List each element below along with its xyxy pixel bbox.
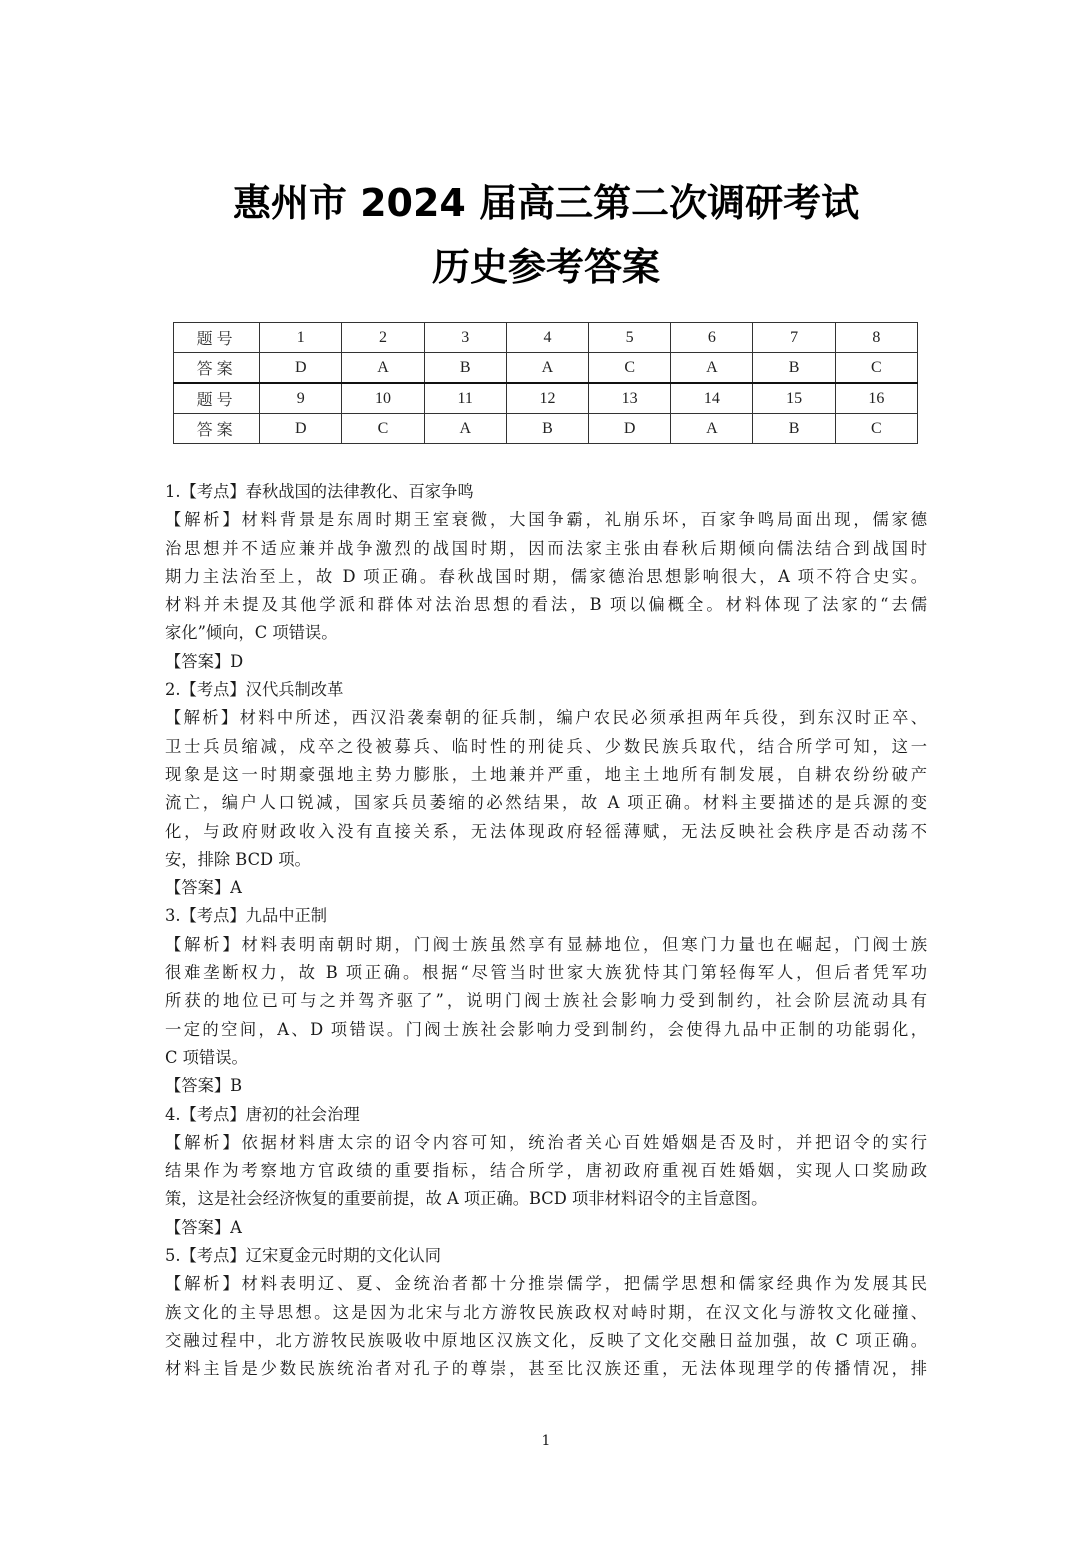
answer-line: 【答案】A [165,878,242,898]
analysis-line: 策，这是社会经济恢复的重要前提，故 A 项正确。BCD 项非材料诏令的主旨意图。 [165,1189,768,1209]
answer-cell: A [506,353,588,384]
topic-heading: 1.【考点】春秋战国的法律教化、百家争鸣 [165,482,474,501]
question-number-cell: 15 [753,383,835,414]
question-number-cell: 1 [260,323,342,353]
answer-cell: B [424,353,506,384]
analysis-line: 治思想并不适应兼并战争激烈的战国时期，因而法家主张由春秋后期倾向儒法结合到战国时 [165,538,927,558]
question-number-cell: 6 [671,323,753,353]
analysis-line: 很难垄断权力，故 B 项正确。根据“尽管当时世家大族犹恃其门第轻侮军人，但后者凭军功 [165,963,927,983]
question-number-row [174,323,918,353]
question-number-cell: 3 [424,323,506,353]
answer-cell: C [589,353,671,384]
answer-cell: B [753,414,835,444]
answer-cell: D [589,414,671,444]
analysis-line: 交融过程中，北方游牧民族吸收中原地区汉族文化，反映了文化交融日益加强，故 C 项正确。 [165,1330,927,1350]
analysis-line: 卫士兵员缩减，戍卒之役被募兵、临时性的刑徒兵、少数民族兵取代，结合所学可知，这一 [165,736,927,756]
topic-heading: 2.【考点】汉代兵制改革 [165,680,344,700]
question-explanation [165,676,927,902]
answer-cell: B [753,353,835,384]
question-explanation [165,478,927,676]
question-explanation [165,902,927,1100]
answer-row [174,353,918,384]
question-number-cell: 12 [506,383,588,414]
answer-table [173,322,918,444]
analysis-line: 安，排除 BCD 项。 [165,849,311,869]
row-label: 题号 [174,323,260,353]
page-number: 1 [541,1433,551,1449]
answer-line: 【答案】B [165,1076,243,1096]
answer-cell: B [506,414,588,444]
analysis-line: 所获的地位已可与之并驾齐驱了”，说明门阀士族社会影响力受到制约，社会阶层流动具有 [165,991,927,1011]
answer-cell: C [835,414,917,444]
answer-cell: C [835,353,917,384]
analysis-line: 【解析】依据材料唐太宗的诏令内容可知，统治者关心百姓婚姻是否及时，并把诏令的实行 [165,1132,927,1152]
analysis-line: C 项错误。 [165,1047,248,1067]
answer-explanations [165,478,927,1384]
analysis-line: 【解析】材料表明南朝时期，门阀士族虽然享有显赫地位，但寒门力量也在崛起，门阀士族 [165,934,927,954]
topic-heading: 4.【考点】唐初的社会治理 [165,1104,360,1124]
analysis-line: 族文化的主导思想。这是因为北宋与北方游牧民族政权对峙时期，在汉文化与游牧文化碰撞、 [165,1302,927,1322]
answer-row [174,414,918,444]
row-label: 答案 [174,414,260,444]
question-number-cell: 7 [753,323,835,353]
question-number-cell: 11 [424,383,506,414]
question-number-cell: 16 [835,383,917,414]
question-explanation [165,1242,927,1383]
question-number-cell: 5 [589,323,671,353]
answer-cell: C [342,414,424,444]
analysis-line: 【解析】材料表明辽、夏、金统治者都十分推崇儒学，把儒学思想和儒家经典作为发展其民 [165,1274,927,1294]
answer-cell: A [424,414,506,444]
analysis-line: 【解析】材料中所述，西汉沿袭秦朝的征兵制，编户农民必须承担两年兵役，到东汉时正卒、 [165,708,927,728]
answer-cell: A [671,353,753,384]
analysis-line: 材料主旨是少数民族统治者对孔子的尊崇，甚至比汉族还重，无法体现理学的传播情况，排 [165,1359,927,1379]
question-number-cell: 13 [589,383,671,414]
question-number-cell: 14 [671,383,753,414]
analysis-line: 现象是这一时期豪强地主势力膨胀，土地兼并严重，地主土地所有制发展，自耕农纷纷破产 [165,764,927,784]
topic-heading: 5.【考点】辽宋夏金元时期的文化认同 [165,1246,442,1266]
document-subtitle: 历史参考答案 [431,245,660,289]
answer-cell: D [260,414,342,444]
analysis-line: 【解析】材料背景是东周时期王室衰微，大国争霸，礼崩乐坏，百家争鸣局面出现，儒家德 [165,510,927,530]
question-number-cell: 9 [260,383,342,414]
question-number-cell: 2 [342,323,424,353]
answer-line: 【答案】A [165,1217,242,1237]
analysis-line: 期力主法治至上，故 D 项正确。春秋战国时期，儒家德治思想影响很大，A 项不符合史实。 [165,566,927,586]
analysis-line: 流亡，编户人口锐减，国家兵员萎缩的必然结果，故 A 项正确。材料主要描述的是兵源的变 [165,793,927,813]
analysis-line: 结果作为考察地方官政绩的重要指标，结合所学，唐初政府重视百姓婚姻，实现人口奖励政 [165,1161,927,1181]
analysis-line: 材料并未提及其他学派和群体对法治思想的看法，B 项以偏概全。材料体现了法家的“去儒 [165,595,927,615]
analysis-line: 化，与政府财政收入没有直接关系，无法体现政府轻徭薄赋，无法反映社会秩序是否动荡不 [165,821,927,841]
question-number-row [174,383,918,414]
question-number-cell: 4 [506,323,588,353]
answer-cell: A [671,414,753,444]
answer-cell: D [260,353,342,384]
question-number-cell: 8 [835,323,917,353]
question-number-cell: 10 [342,383,424,414]
row-label: 题号 [174,383,260,414]
analysis-line: 一定的空间，A、D 项错误。门阀士族社会影响力受到制约，会使得九品中正制的功能弱化， [165,1019,927,1039]
analysis-line: 家化”倾向，C 项错误。 [165,623,338,643]
topic-heading: 3.【考点】九品中正制 [165,906,328,926]
document-title: 惠州市 2024 届高三第二次调研考试 [232,181,860,225]
answer-cell: A [342,353,424,384]
question-explanation [165,1101,927,1242]
row-label: 答案 [174,353,260,384]
answer-line: 【答案】D [165,651,244,671]
